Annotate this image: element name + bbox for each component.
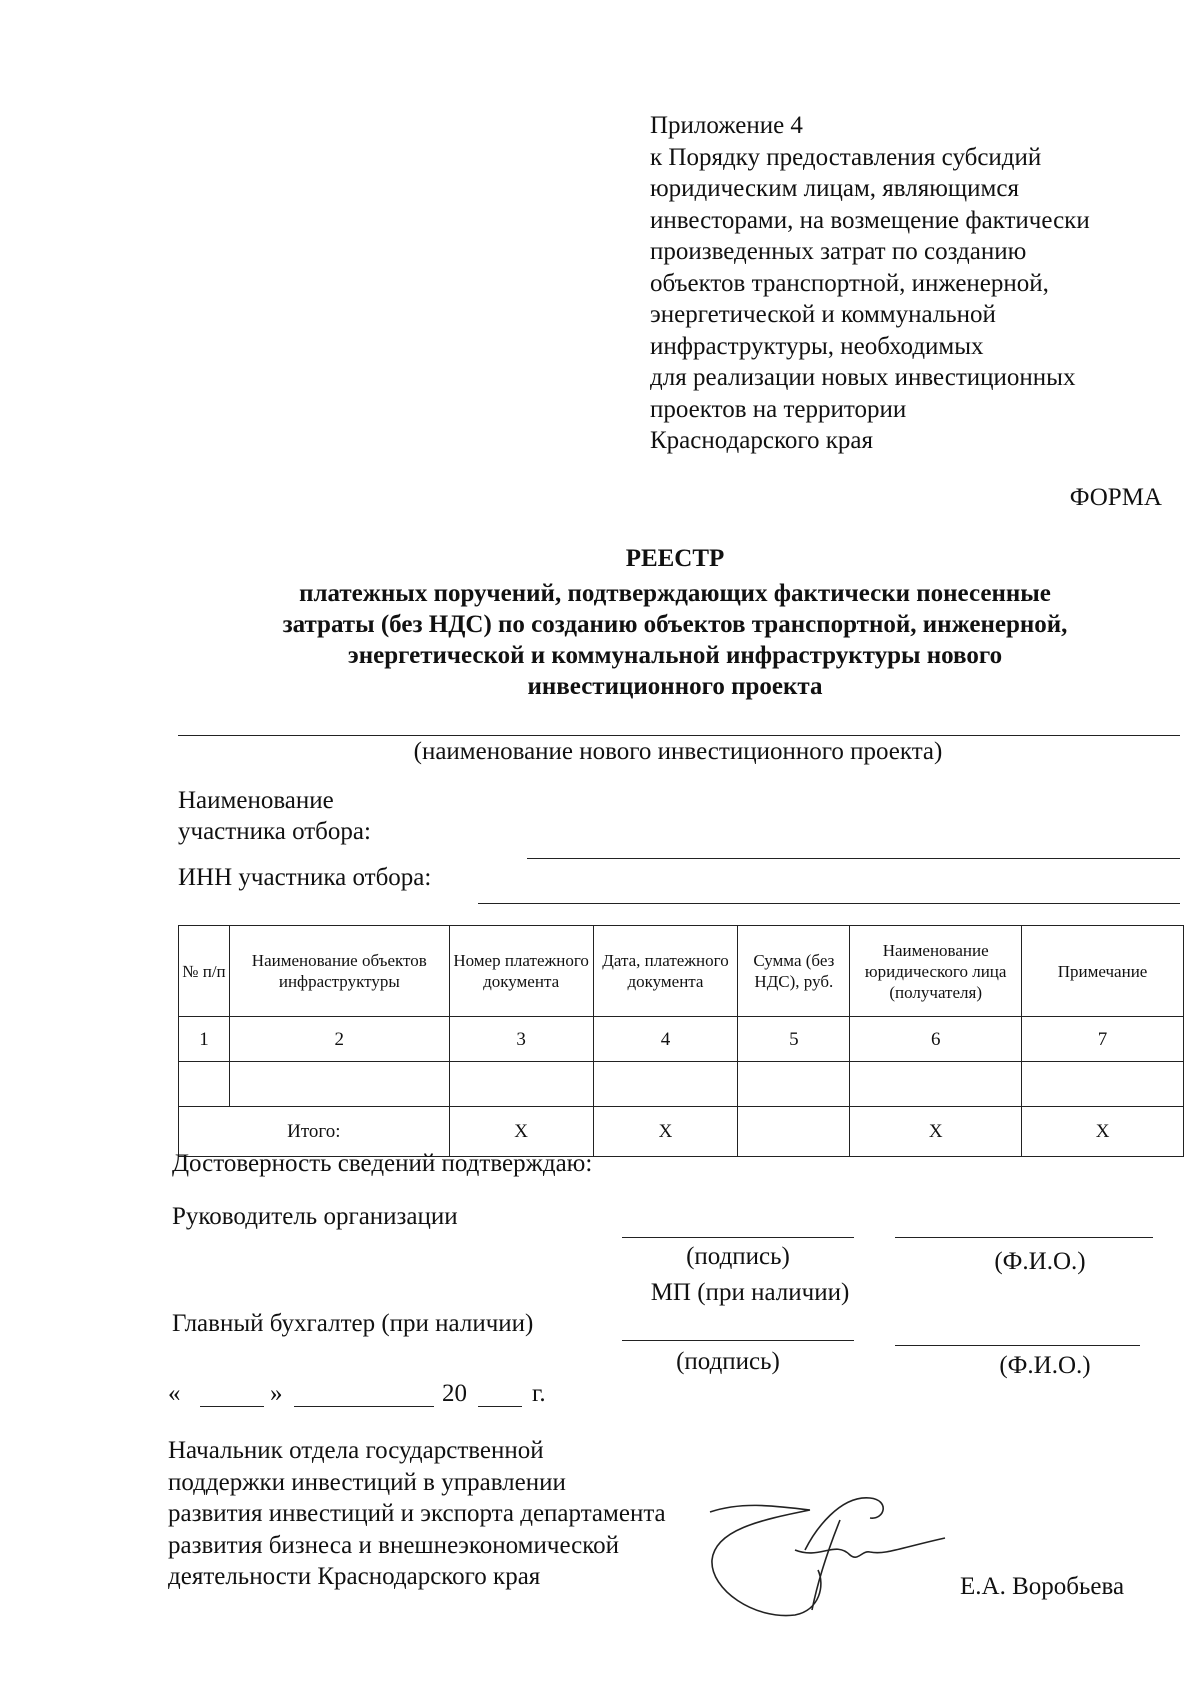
- footer-block: [168, 1435, 666, 1593]
- document-title: [170, 543, 1180, 702]
- header-cell: Примечание: [1022, 926, 1184, 1017]
- mp-caption: МП (при наличии): [650, 1279, 850, 1306]
- appendix-line: объектов транспортной, инженерной,: [650, 269, 1049, 297]
- number-cell: 3: [449, 1017, 593, 1062]
- number-cell: 5: [738, 1017, 850, 1062]
- appendix-line: произведенных затрат по созданию: [650, 238, 1027, 265]
- number-cell: 1: [179, 1017, 230, 1062]
- head-fio-field[interactable]: [895, 1237, 1153, 1238]
- title-line: энергетической и коммунальной инфраструктуры нового: [347, 642, 1003, 669]
- handwritten-signature: [700, 1490, 950, 1630]
- total-mark: X: [850, 1107, 1022, 1157]
- head-signature-field[interactable]: [622, 1237, 854, 1238]
- date-close-quote: »: [270, 1380, 283, 1407]
- table-cell[interactable]: [738, 1062, 850, 1107]
- table-row: [179, 1062, 1184, 1107]
- date-day-field[interactable]: [200, 1406, 264, 1407]
- date-year-suffix: г.: [532, 1380, 546, 1407]
- head-label: Руководитель организации: [172, 1203, 458, 1230]
- total-label: Итого:: [179, 1107, 450, 1157]
- footer-line: развития инвестиций и экспорта департамента: [168, 1500, 666, 1527]
- accountant-label: Главный бухгалтер (при наличии): [172, 1310, 534, 1337]
- table-number-row: [179, 1017, 1184, 1062]
- header-cell: № п/п: [179, 926, 230, 1017]
- appendix-line: Приложение 4: [650, 112, 803, 139]
- title-line: затраты (без НДС) по созданию объектов транспортной, инженерной,: [282, 611, 1068, 638]
- date-year-prefix: 20: [442, 1380, 467, 1407]
- total-mark: X: [593, 1107, 738, 1157]
- inn-label: ИНН участника отбора:: [178, 864, 432, 891]
- title-line: инвестиционного проекта: [527, 673, 823, 700]
- signer-name: Е.А. Воробьева: [960, 1573, 1125, 1600]
- total-mark: X: [1022, 1107, 1184, 1157]
- form-label: ФОРМА: [1069, 484, 1162, 511]
- table-cell[interactable]: [179, 1062, 230, 1107]
- appendix-line: для реализации новых инвестиционных: [650, 364, 1076, 391]
- date-month-field[interactable]: [294, 1406, 434, 1407]
- number-cell: 7: [1022, 1017, 1184, 1062]
- inn-field[interactable]: [478, 903, 1180, 904]
- header-cell: Номер платежного документа: [449, 926, 593, 1017]
- project-caption: (наименование нового инвестиционного проекта): [413, 738, 943, 765]
- appendix-block: [650, 110, 1190, 457]
- participant-name-label: [178, 785, 371, 847]
- participant-name-label-line2: участника отбора:: [178, 818, 371, 845]
- header-cell: Сумма (без НДС), руб.: [738, 926, 850, 1017]
- head-signature-caption: (подпись): [686, 1243, 790, 1270]
- footer-line: Начальник отдела государственной: [168, 1437, 544, 1464]
- accountant-fio-caption: (Ф.И.О.): [999, 1352, 1091, 1379]
- total-mark: X: [449, 1107, 593, 1157]
- appendix-line: инвесторами, на возмещение фактически: [650, 206, 1090, 234]
- date-year-field[interactable]: [478, 1406, 522, 1407]
- appendix-line: энергетической и коммунальной: [650, 301, 996, 328]
- accountant-fio-field[interactable]: [895, 1345, 1140, 1346]
- table-cell[interactable]: [850, 1062, 1022, 1107]
- table-header-row: [179, 926, 1184, 1017]
- head-fio-caption: (Ф.И.О.): [994, 1248, 1086, 1275]
- participant-name-field[interactable]: [527, 858, 1180, 859]
- table-cell[interactable]: [449, 1062, 593, 1107]
- participant-name-label-line1: Наименование: [178, 787, 334, 814]
- date-open-quote: «: [168, 1380, 181, 1407]
- table-total-row: [179, 1107, 1184, 1157]
- confirm-text: Достоверность сведений подтверждаю:: [172, 1150, 593, 1177]
- project-name-line[interactable]: [178, 735, 1180, 736]
- appendix-line: Краснодарского края: [650, 427, 873, 454]
- number-cell: 2: [229, 1017, 449, 1062]
- header-cell: Наименование объектов инфраструктуры: [229, 926, 449, 1017]
- table-cell[interactable]: [229, 1062, 449, 1107]
- appendix-line: к Порядку предоставления субсидий: [650, 143, 1042, 171]
- total-sum-cell[interactable]: [738, 1107, 850, 1157]
- accountant-signature-field[interactable]: [622, 1340, 854, 1341]
- title-main: РЕЕСТР: [625, 545, 725, 572]
- header-cell: Дата, платежного документа: [593, 926, 738, 1017]
- appendix-line: проектов на территории: [650, 395, 907, 423]
- footer-line: деятельности Краснодарского края: [168, 1563, 541, 1590]
- appendix-line: инфраструктуры, необходимых: [650, 332, 984, 360]
- appendix-line: юридическим лицам, являющимся: [650, 175, 1019, 202]
- footer-line: развития бизнеса и внешнеэкономической: [168, 1531, 620, 1559]
- number-cell: 4: [593, 1017, 738, 1062]
- accountant-signature-caption: (подпись): [676, 1348, 780, 1375]
- footer-line: поддержки инвестиций в управлении: [168, 1468, 566, 1496]
- table-cell[interactable]: [1022, 1062, 1184, 1107]
- title-line: платежных поручений, подтверждающих фактически понесенные: [299, 580, 1051, 607]
- header-cell: Наименование юридического лица (получателя): [850, 926, 1022, 1017]
- number-cell: 6: [850, 1017, 1022, 1062]
- registry-table: [178, 925, 1184, 1157]
- table-cell[interactable]: [593, 1062, 738, 1107]
